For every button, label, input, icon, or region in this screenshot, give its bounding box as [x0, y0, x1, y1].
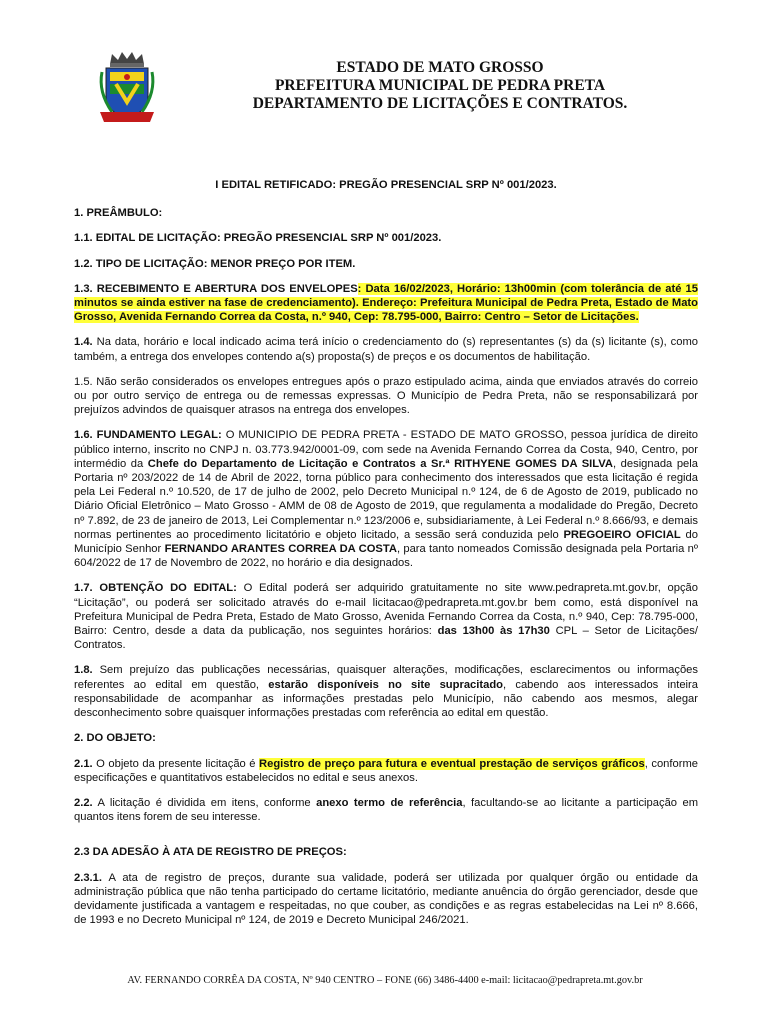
section-1-8-text-a: Sem prejuízo das publicações necessárias, quaisquer alterações, modificações, esclarecimentos ou informações referentes ao edital em questão, [74, 664, 698, 691]
section-2-3-heading: 2.3 DA ADESÃO À ATA DE REGISTRO DE PREÇOS: [74, 846, 347, 859]
document-header [160, 59, 720, 113]
section-2-1 [74, 757, 698, 785]
section-1-4-number: 1.4. [74, 336, 93, 349]
section-1-heading: 1. PREÂMBULO: [74, 207, 163, 220]
section-2-1-object-highlight: Registro de preço para futura e eventual prestação de serviços gráficos [259, 757, 645, 770]
section-1-6-pregoeiro: PREGOEIRO OFICIAL [563, 528, 681, 541]
section-2-2-annex: anexo termo de referência [316, 796, 463, 809]
document-footer: AV. FERNANDO CORRÊA DA COSTA, Nº 940 CENTRO – FONE (66) 3486-4400 e-mail: licitacao@pedrapreta.mt.gov.br [127, 975, 643, 986]
section-2-1-text-a: O objeto da presente licitação é [92, 757, 260, 770]
section-1-3 [74, 282, 698, 325]
section-1-7-hours: das 13h00 às 17h30 [437, 625, 550, 638]
section-1-6-text-a: O MUNICIPIO DE PEDRA PRETA - ESTADO DE MATO GROSSO, pessoa jurídica de direito público interno, inscrito no CNPJ n. 03.773.942/0001-09, com sede na Avenida Fernando Correa da Costa, 940, Centro, por intermédio da [74, 429, 699, 470]
section-1-7-text-a: O Edital poderá ser adquirido gratuitamente no site www.pedrapreta.mt.gov.br, opção “Licitação”, ou poderá ser solicitado através do e-mail licitacao@pedrapreta.mt.gov.br bem como, está disponível na Prefeitura Municipal de Pedra Preta, Estado de Mato Grosso, Avenida Fernando Correa da Costa, n.º 940, Cep: 78.795-000, Bairro: Centro, desde a data da publicação, nos seguintes horários: [74, 582, 699, 638]
section-1-8-text-c: , cabendo aos interessados inteira responsabilidade de acompanhar as informações prestadas pelo Município, não cabendo aos mesmos, alegar desconhecimento sobre quaisquer informações prestadas com referência ao edital em questão. [74, 678, 698, 720]
section-2-1-number: 2.1. [74, 757, 93, 770]
section-1-7-text-c: CPL – Setor de Licitações/ Contratos. [74, 625, 698, 652]
section-1-7-label: 1.7. OBTENÇÃO DO EDITAL: [74, 582, 237, 595]
header-state: ESTADO DE MATO GROSSO [336, 59, 544, 76]
section-1-8-number: 1.8. [74, 664, 93, 677]
section-1-8 [74, 663, 698, 720]
section-1-1: 1.1. EDITAL DE LICITAÇÃO: PREGÃO PRESENCIAL SRP Nº 001/2023. [74, 232, 442, 245]
section-1-6-text-f: do Município Senhor [74, 528, 698, 556]
section-2-2 [74, 796, 698, 824]
section-2-2-text-a: A licitação é dividida em itens, conforme [92, 796, 317, 809]
section-1-6-label: 1.6. FUNDAMENTO LEGAL: [74, 429, 222, 442]
section-1-4 [74, 335, 698, 363]
section-1-5: 1.5. Não serão considerados os envelopes entregues após o prazo estipulado acima, ainda que enviados através do correio ou por outro serviço de entrega ou de remessas expressas. O Município de Pedra Preta, não se responsabilizará por prejuízos advindos de quaisquer atrasos na entrega dos envelopes. [74, 375, 698, 417]
section-2-2-number: 2.2. [74, 796, 93, 809]
spacer [74, 835, 698, 845]
municipal-coat-of-arms-icon [96, 50, 158, 124]
header-department: DEPARTAMENTO DE LICITAÇÕES E CONTRATOS. [252, 95, 628, 112]
edital-title: I EDITAL RETIFICADO: PREGÃO PRESENCIAL SRP Nº 001/2023. [215, 179, 557, 191]
document-body [74, 178, 698, 938]
section-2-heading: 2. DO OBJETO: [74, 732, 156, 745]
section-1-6-name: RITHYENE GOMES DA SILVA [449, 457, 613, 470]
section-2-1-text-c: , conforme especificações e quantitativos estabelecidos no edital e seus anexos. [74, 757, 698, 784]
section-2-2-text-c: , facultando-se ao licitante a participação em quantos itens forem de seu interesse. [74, 796, 699, 824]
section-1-6-pregoeiro-name: FERNANDO ARANTES CORREA DA COSTA [164, 543, 397, 556]
section-1-6-chefe: Chefe do Departamento de Licitação e Contratos a Sr.ª [147, 457, 450, 470]
section-1-8-bold: estarão disponíveis no site supracitado [268, 678, 503, 691]
section-1-6 [74, 428, 698, 570]
section-1-3-label: 1.3. RECEBIMENTO E ABERTURA DOS ENVELOPES [74, 282, 358, 295]
section-2-3-1-text: A ata de registro de preços, durante sua validade, poderá ser utilizada por qualquer órgão ou entidade da administração pública que não tenha participado do certame licitatório, mediante anuência do órgão gerenciador, desde que devidamente justificada a vantagem e respeitadas, no que couber, as condições e as regras estabelecidas na Lei nº 8.666, de 1993 e no Decreto Municipal nº 124, de 2019 e Decreto Municipal 246/2021. [74, 871, 698, 927]
section-1-7 [74, 581, 698, 652]
section-2-3-1 [74, 871, 698, 928]
section-2-3-1-number: 2.3.1. [74, 871, 102, 884]
section-1-3-highlight: : Data 16/02/2023, Horário: 13h00min (com tolerância de até 15 minutos se ainda estiver na fase de credenciamento). Endereço: Prefeitura Municipal de Pedra Preta, Estado de Mato Grosso, Avenida Fernando Correa da Costa, n.º 940, Cep: 78.795-000, Bairro: Centro – Setor de Licitações. [74, 282, 698, 324]
section-1-6-text-h: , para tanto nomeados Comissão designada pela Portaria nº 604/2022 de 17 de Novembro de 2022, no horário e dia designados. [74, 543, 698, 570]
section-1-2: 1.2. TIPO DE LICITAÇÃO: MENOR PREÇO POR ITEM. [74, 257, 356, 270]
header-prefeitura: PREFEITURA MUNICIPAL DE PEDRA PRETA [274, 77, 606, 94]
section-1-6-text-d: , designada pela Portaria nº 203/2022 de 14 de Abril de 2022, torna público para conhecimento dos interessados que esta licitação é regida pela Lei Federal n.º 10.520, de 17 de julho de 2002, pelo Decreto Municipal n.º 124, de 6 de Agosto de 2019, publicado no Diário Oficial Eletrônico – Mato Grosso - AMM de 08 de Agosto de 2019, que regulamenta a modalidade do Pregão, Decreto nº 7.892, de 23 de janeiro de 2013, Lei Complementar n.º 123/2006 e, subsidiariamente, à Lei Federal n.º 8.666/93, e demais normas pertinentes ao procedimento licitatório e objeto licitado, a sessão será conduzida pelo [74, 457, 698, 541]
section-1-4-text: Na data, horário e local indicado acima terá início o credenciamento do (s) representantes (s) da (s) licitante (s), como também, a entrega dos envelopes contendo a(s) proposta(s) de preços e os documentos de habilitação. [74, 336, 698, 363]
